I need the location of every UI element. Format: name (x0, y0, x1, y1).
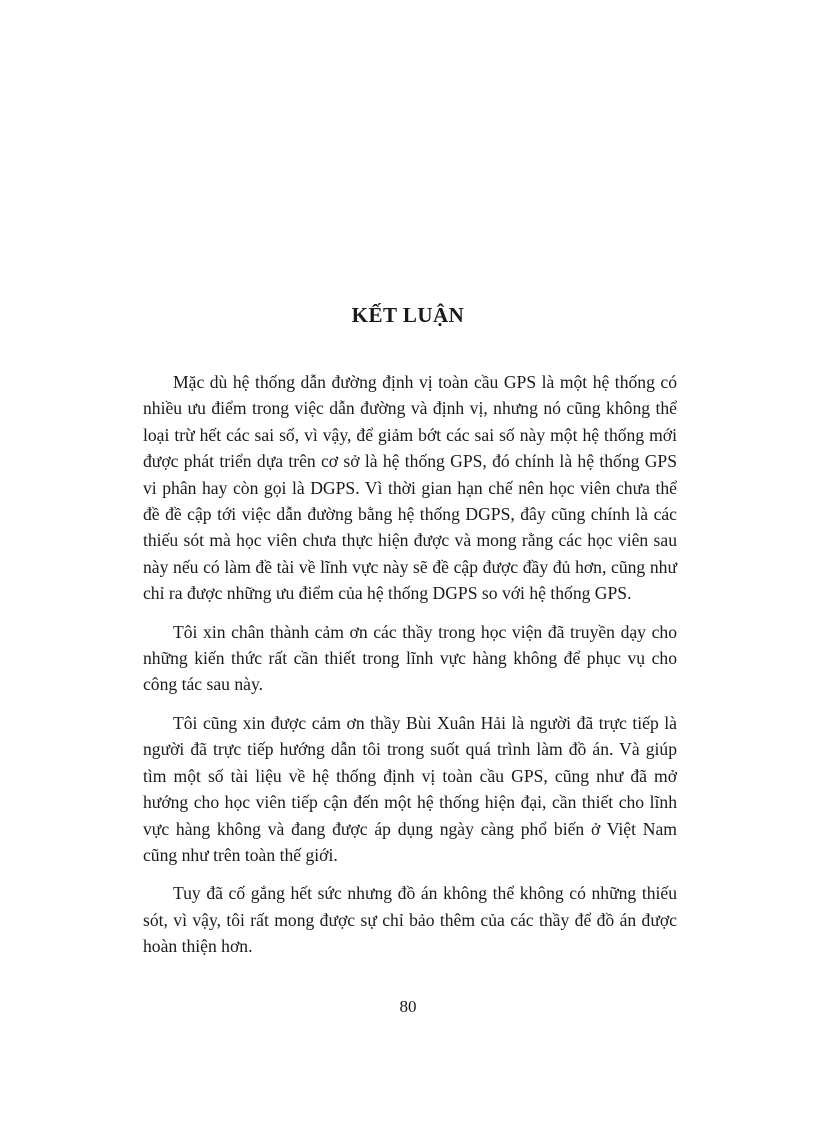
paragraph-thanks-supervisor: Tôi cũng xin được cảm ơn thầy Bùi Xuân Hải là người đã trực tiếp là người đã trực tiếp hướng dẫn tôi trong suốt quá trình làm đồ án. Và giúp tìm một số tài liệu về hệ thống định vị toàn cầu GPS, cũng như đã mở hướng cho học viên tiếp cận đến một hệ thống hiện đại, cần thiết cho lĩnh vực hàng không và đang được áp dụng ngày càng phổ biến ở Việt Nam cũng như trên toàn thế giới. (143, 712, 677, 865)
page-number: 80 (399, 997, 417, 1016)
paragraph-thanks-teachers: Tôi xin chân thành cảm ơn các thầy trong học viện đã truyền dạy cho những kiến thức rất cần thiết trong lĩnh vực hàng không để phục vụ cho công tác sau này. (143, 621, 677, 695)
page-title: KẾT LUẬN (351, 303, 465, 327)
paragraph-conclusion: Mặc dù hệ thống dẫn đường định vị toàn cầu GPS là một hệ thống có nhiều ưu điểm trong việc dẫn đường và định vị, nhưng nó cũng không thể loại trừ hết các sai số, vì vậy, để giảm bớt các sai số này một hệ thống mới được phát triển dựa trên cơ sở là hệ thống GPS, đó chính là hệ thống GPS vi phân hay còn gọi là DGPS. Vì thời gian hạn chế nên học viên chưa thể đề đề cập tới việc dẫn đường bằng hệ thống DGPS, đây cũng chính là các thiếu sót mà học viên chưa thực hiện được và mong rằng các học viên sau này nếu có làm đề tài về lĩnh vực này sẽ đề cập được đầy đủ hơn, cũng như chỉ ra được những ưu điểm của hệ thống DGPS so với hệ thống GPS. (143, 372, 677, 604)
body-text (143, 369, 677, 972)
paragraph-closing: Tuy đã cố gắng hết sức nhưng đồ án không thể không có những thiếu sót, vì vậy, tôi rất mong được sự chỉ bảo thêm của các thầy để đồ án được hoàn thiện hơn. (143, 883, 677, 957)
